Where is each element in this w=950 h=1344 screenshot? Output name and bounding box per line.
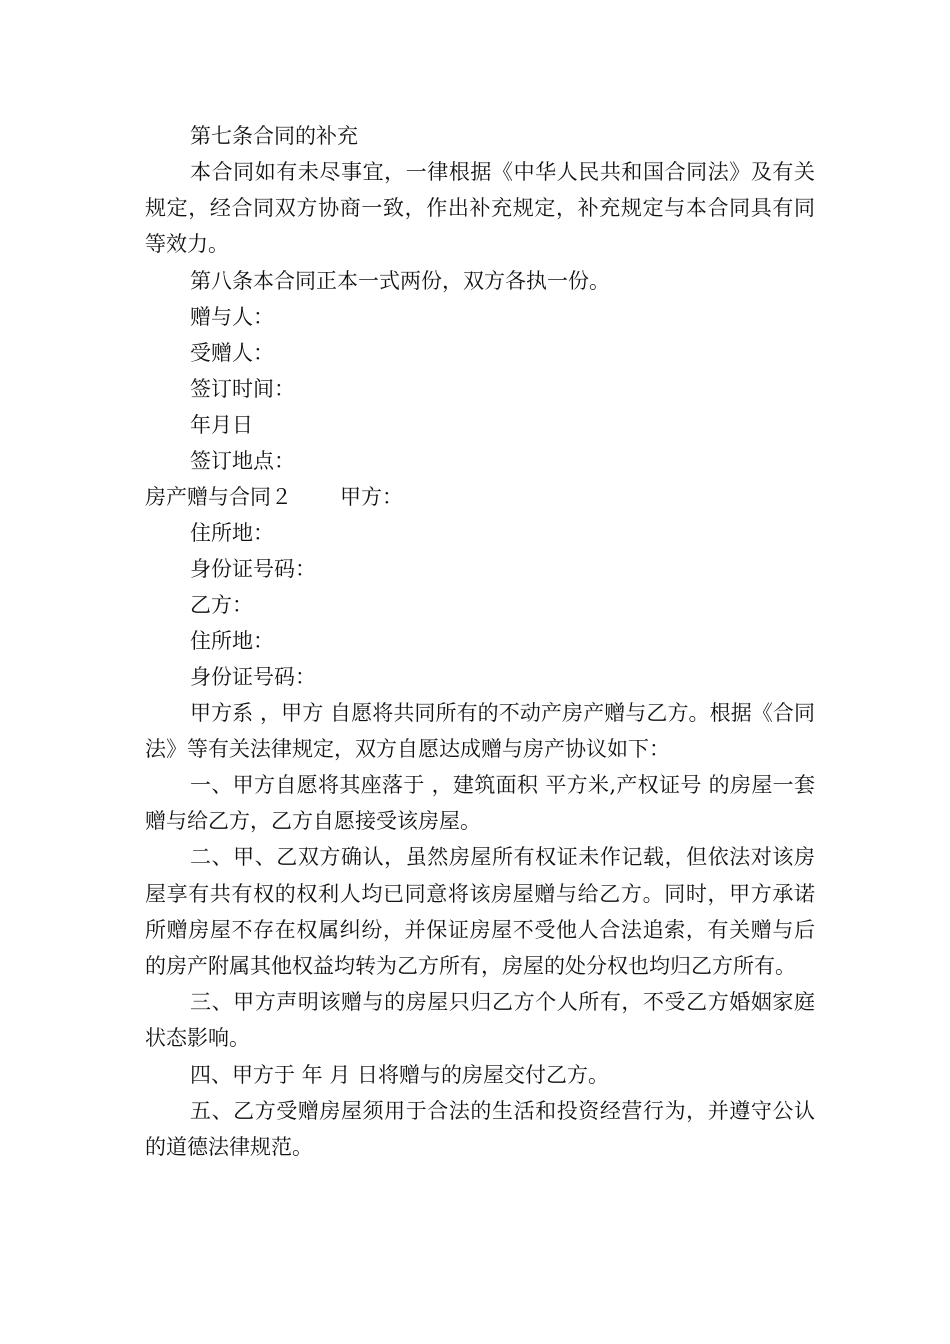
sign-place-label: 签订地点： [190, 448, 295, 473]
donee-label: 受赠人： [190, 340, 274, 365]
party-b-id: 身份证号码： [190, 664, 316, 689]
party-a-label: 甲方： [340, 484, 403, 509]
party-b-address: 住所地： [190, 628, 274, 653]
clause-5: 五、乙方受赠房屋须用于合法的生活和投资经营行为，并遵守公认的道德法律规范。 [145, 1098, 815, 1160]
document-page [145, 118, 815, 1165]
party-a-id: 身份证号码： [190, 556, 316, 581]
party-a-address: 住所地： [190, 520, 274, 545]
clause-2: 二、甲、乙双方确认，虽然房屋所有权证未作记载，但依法对该房屋享有共有权的权利人均已同意将该房屋赠与给乙方。同时，甲方承诺所赠房屋不存在权属纠纷，并保证房屋不受他人合法追索，有关赠与后的房产附属其他权益均转为乙方所有，房屋的处分权也均归乙方所有。 [145, 845, 815, 979]
donor-label: 赠与人： [190, 304, 274, 329]
article-7-title: 第七条合同的补充 [190, 124, 358, 148]
article-8: 第八条本合同正本一式两份，双方各执一份。 [190, 268, 610, 293]
clause-4: 四、甲方于 年 月 日将赠与的房屋交付乙方。 [190, 1062, 610, 1087]
contract-2-heading-row [145, 479, 815, 515]
intro-paragraph: 甲方系 ，甲方 自愿将共同所有的不动产房产赠与乙方。根据《合同法》等有关法律规定，双方自愿达成赠与房产协议如下： [145, 700, 815, 761]
party-b-label: 乙方： [190, 592, 253, 617]
sign-time-label: 签订时间： [190, 376, 295, 401]
date-label: 年月日 [190, 412, 253, 437]
contract-2-title: 房产赠与合同２ [145, 484, 292, 509]
article-7-body: 本合同如有未尽事宜，一律根据《中华人民共和国合同法》及有关规定，经合同双方协商一致，作出补充规定，补充规定与本合同具有同等效力。 [145, 160, 815, 257]
clause-1: 一、甲方自愿将其座落于 ，建筑面积 平方米,产权证号 的房屋一套赠与给乙方，乙方自愿接受该房屋。 [145, 773, 815, 834]
clause-3: 三、甲方声明该赠与的房屋只归乙方个人所有，不受乙方婚姻家庭状态影响。 [145, 990, 815, 1051]
